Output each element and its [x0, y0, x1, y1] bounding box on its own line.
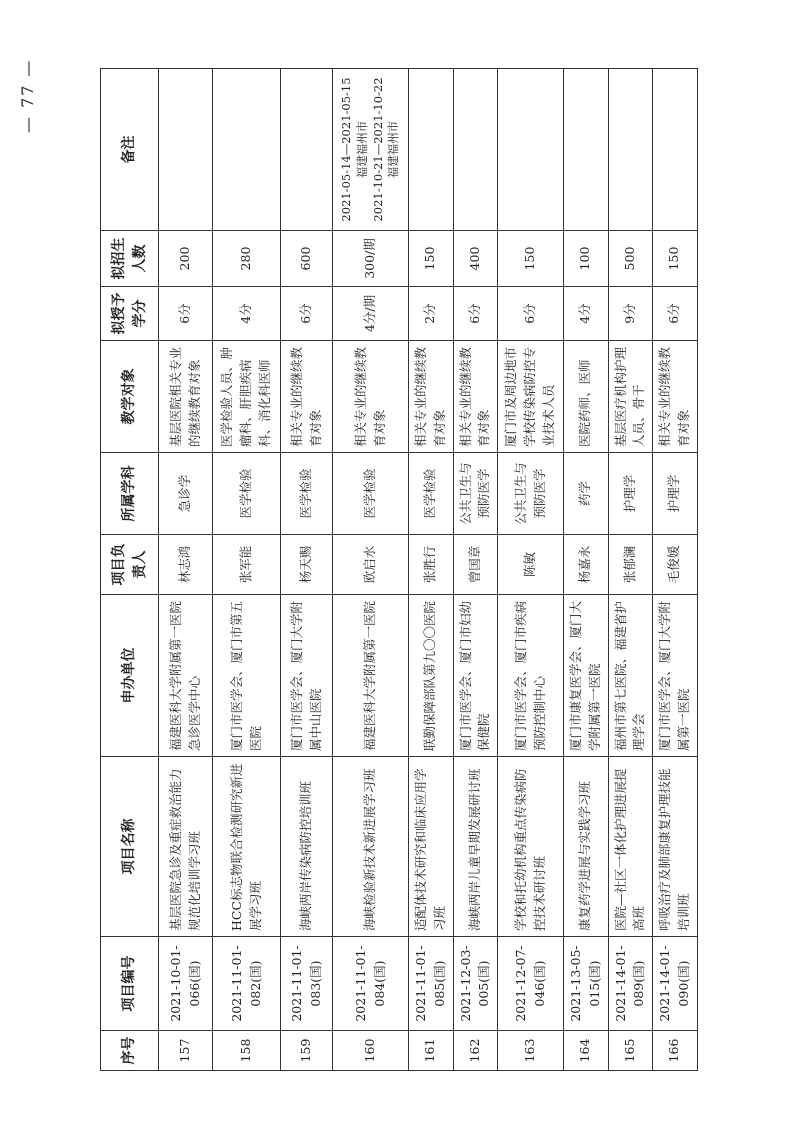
cell-seq: 165 — [608, 1031, 653, 1071]
table-row — [281, 69, 333, 1071]
table-row — [453, 69, 498, 1071]
cell-code: 2021-13-05-015(国) — [564, 937, 609, 1031]
cell-disc: 护理学 — [608, 453, 653, 535]
cell-audience: 相关专业的继续教育对象 — [333, 341, 409, 453]
cell-name: 呼吸治疗及肺部康复护理技能培训班 — [653, 757, 698, 937]
header-org: 申办单位 — [101, 595, 159, 757]
header-discipline: 所属学科 — [101, 453, 159, 535]
table-row — [213, 69, 281, 1071]
cell-disc: 医学检验 — [409, 453, 454, 535]
cell-lead: 曾国章 — [453, 535, 498, 595]
cell-code: 2021-11-01-082(国) — [213, 937, 281, 1031]
cell-audience: 基层医疗机构护理人员、骨干 — [608, 341, 653, 453]
cell-code: 2021-11-01-083(国) — [281, 937, 333, 1031]
cell-lead: 杨嘉永 — [564, 535, 609, 595]
cell-note — [608, 69, 653, 231]
cell-lead: 陈敏 — [498, 535, 564, 595]
header-name: 项目名称 — [101, 757, 159, 937]
cell-code: 2021-11-01-085(国) — [409, 937, 454, 1031]
cell-name: 海峡检验新技术新进展学习班 — [333, 757, 409, 937]
cell-audience: 相关专业的继续教育对象 — [409, 341, 454, 453]
header-note: 备注 — [101, 69, 159, 231]
cell-audience: 相关专业的继续教育对象 — [653, 341, 698, 453]
cell-name: 医院—社区一体化护理进展提高班 — [608, 757, 653, 937]
cell-disc: 公共卫生与预防医学 — [453, 453, 498, 535]
cell-enroll: 200 — [159, 231, 213, 287]
cell-code: 2021-12-03-005(国) — [453, 937, 498, 1031]
cell-seq: 166 — [653, 1031, 698, 1071]
cell-org: 厦门市医学会、厦门大学附属第一医院 — [653, 595, 698, 757]
cell-note — [498, 69, 564, 231]
cell-name: 学校和托幼机构重点传染病防控技术研讨班 — [498, 757, 564, 937]
cell-enroll: 150 — [409, 231, 454, 287]
project-table — [100, 68, 698, 1071]
cell-enroll: 500 — [608, 231, 653, 287]
cell-seq: 162 — [453, 1031, 498, 1071]
cell-disc: 医学检验 — [281, 453, 333, 535]
cell-audience: 相关专业的继续教育对象 — [281, 341, 333, 453]
table-row — [564, 69, 609, 1071]
cell-credits: 4分/期 — [333, 287, 409, 341]
cell-enroll: 400 — [453, 231, 498, 287]
cell-lead: 张郁澜 — [608, 535, 653, 595]
header-audience: 教学对象 — [101, 341, 159, 453]
cell-credits: 4分 — [564, 287, 609, 341]
cell-credits: 4分 — [213, 287, 281, 341]
table-row — [608, 69, 653, 1071]
cell-note — [564, 69, 609, 231]
cell-lead: 杨天赐 — [281, 535, 333, 595]
cell-code: 2021-14-01-090(国) — [653, 937, 698, 1031]
cell-audience: 医院药师、医师 — [564, 341, 609, 453]
cell-credits: 6分 — [498, 287, 564, 341]
cell-org: 厦门市医学会、厦门市妇幼保健院 — [453, 595, 498, 757]
cell-enroll: 150 — [498, 231, 564, 287]
page-number: — 77 — — [18, 58, 37, 133]
header-code: 项目编号 — [101, 937, 159, 1031]
cell-note — [281, 69, 333, 231]
cell-note — [159, 69, 213, 231]
cell-credits: 6分 — [281, 287, 333, 341]
cell-audience: 医学检验人员、肿瘤科、肝胆疾病科、消化科医师 — [213, 341, 281, 453]
cell-lead: 张军能 — [213, 535, 281, 595]
cell-org: 福建医科大学附属第一医院急诊医学中心 — [159, 595, 213, 757]
cell-seq: 157 — [159, 1031, 213, 1071]
header-seq: 序号 — [101, 1031, 159, 1071]
cell-disc: 公共卫生与预防医学 — [498, 453, 564, 535]
cell-credits: 2分 — [409, 287, 454, 341]
cell-seq: 164 — [564, 1031, 609, 1071]
header-credits: 拟授予学分 — [101, 287, 159, 341]
cell-enroll: 100 — [564, 231, 609, 287]
table-row — [159, 69, 213, 1071]
cell-audience: 相关专业的继续教育对象 — [453, 341, 498, 453]
cell-note: 2021-05-14—2021-05-15 福建福州市 2021-10-21—2021-10-22 福建福州市 — [333, 69, 409, 231]
cell-name: 适配体技术研究和临床应用学习班 — [409, 757, 454, 937]
header-lead: 项目负责人 — [101, 535, 159, 595]
cell-code: 2021-11-01-084(国) — [333, 937, 409, 1031]
cell-disc: 护理学 — [653, 453, 698, 535]
cell-org: 厦门市医学会、厦门市疾病预防控制中心 — [498, 595, 564, 757]
cell-credits: 6分 — [653, 287, 698, 341]
cell-org: 福州市第七医院、福建省护理学会 — [608, 595, 653, 757]
cell-seq: 160 — [333, 1031, 409, 1071]
cell-seq: 161 — [409, 1031, 454, 1071]
cell-org: 厦门市康复医学会、厦门大学附属第一医院 — [564, 595, 609, 757]
cell-seq: 159 — [281, 1031, 333, 1071]
cell-audience: 基层医院相关专业的继续教育对象 — [159, 341, 213, 453]
cell-name: HCC标志物联合检测研究新进展学习班 — [213, 757, 281, 937]
cell-name: 海峡两岸儿童早期发展研讨班 — [453, 757, 498, 937]
cell-org: 福建医科大学附属第一医院 — [333, 595, 409, 757]
cell-note — [213, 69, 281, 231]
cell-lead: 毛俊媛 — [653, 535, 698, 595]
cell-seq: 163 — [498, 1031, 564, 1071]
cell-credits: 6分 — [453, 287, 498, 341]
cell-disc: 医学检验 — [333, 453, 409, 535]
cell-enroll: 150 — [653, 231, 698, 287]
cell-code: 2021-12-07-046(国) — [498, 937, 564, 1031]
cell-code: 2021-14-01-089(国) — [608, 937, 653, 1031]
cell-code: 2021-10-01-066(国) — [159, 937, 213, 1031]
cell-name: 康复药学进展与实践学习班 — [564, 757, 609, 937]
cell-org: 厦门市医学会、厦门大学附属中山医院 — [281, 595, 333, 757]
table-row — [333, 69, 409, 1071]
cell-org: 联勤保障部队第九〇〇医院 — [409, 595, 454, 757]
header-row — [101, 69, 159, 1071]
cell-enroll: 600 — [281, 231, 333, 287]
cell-lead: 张胜行 — [409, 535, 454, 595]
cell-lead: 欧启水 — [333, 535, 409, 595]
cell-seq: 158 — [213, 1031, 281, 1071]
cell-disc: 急诊学 — [159, 453, 213, 535]
cell-disc: 药学 — [564, 453, 609, 535]
cell-credits: 9分 — [608, 287, 653, 341]
table-row — [498, 69, 564, 1071]
table-row — [409, 69, 454, 1071]
cell-credits: 6分 — [159, 287, 213, 341]
cell-note — [653, 69, 698, 231]
cell-disc: 医学检验 — [213, 453, 281, 535]
cell-enroll: 300/期 — [333, 231, 409, 287]
cell-note — [453, 69, 498, 231]
table-row — [653, 69, 698, 1071]
cell-enroll: 280 — [213, 231, 281, 287]
cell-audience: 厦门市及周边地市学校传染病防控专业技术人员 — [498, 341, 564, 453]
cell-name: 基层医院急诊及重症救治能力规范化培训学习班 — [159, 757, 213, 937]
cell-name: 海峡两岸传染病防控培训班 — [281, 757, 333, 937]
cell-note — [409, 69, 454, 231]
header-enrollment: 拟招生人数 — [101, 231, 159, 287]
cell-org: 厦门市医学会、厦门市第五医院 — [213, 595, 281, 757]
cell-lead: 林志鸿 — [159, 535, 213, 595]
